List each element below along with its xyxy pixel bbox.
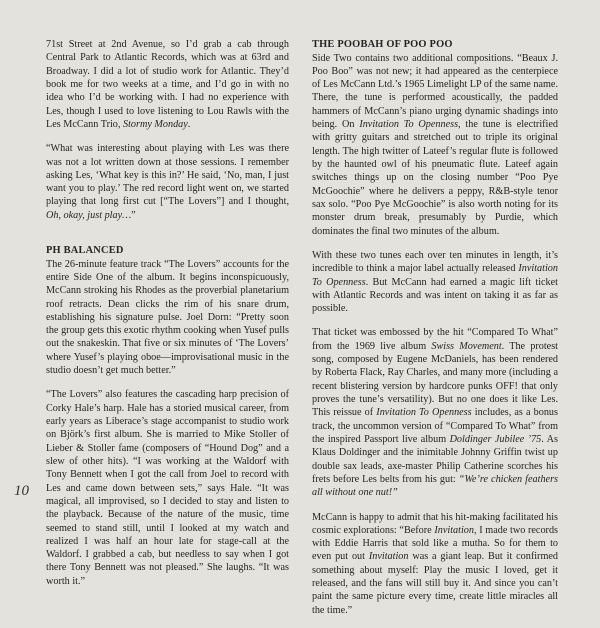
- text: . As Klaus Doldinger and the inimitable Johnny Griffin twist up double sax leads, axe-master Philip Catherine scorches his frets before Les belts from his gut:: [312, 433, 558, 485]
- lyric-quote: “We’re chicken feathers all without one nut!”: [312, 473, 558, 499]
- paragraph: [312, 52, 558, 238]
- text: , I made two records with Eddie Harris that sold like a mutha. So for them to even put out: [312, 524, 558, 563]
- text: That ticket was embossed by the hit “Compared To What” from the 1969 live album: [312, 327, 558, 352]
- album-title: Invitation To Openness: [312, 263, 558, 288]
- paragraph: [46, 142, 289, 222]
- text: McCann is happy to admit that his hit-making facilitated his cosmic explorations: “Before: [312, 511, 558, 536]
- album-title: Swiss Movement: [431, 340, 502, 352]
- page-number: 10: [14, 483, 29, 499]
- text: With these two tunes each over ten minutes in length, it’s incredible to think a major label actually released: [312, 249, 558, 275]
- text: , the tune is electrified with gritty guitars and stretched out to triple its original length. The high twitter of Lateef’s regular flute is followed by the haunted owl of his pneumatic flute. Lateef again switches things up on the closing number “Poo Pye McGoochie” where he delivers a peppy, R&B-style tenor sax solo. “Poo Pye McGoochie” is also worth noting for its monster drum break, presumably by Purdie, which dominates the final two minutes of the album.: [312, 119, 558, 237]
- text: . The protest song, composed by Eugene McDaniels, has been rendered by Roberta Flack, Ray Charles, and many more (including a recent blistering version by hardcore punks OFF! that only proves the tune’s versatility). But no one does it like Les. This reissue of: [312, 340, 558, 419]
- section-heading: THE POOBAH OF POO POO: [312, 39, 453, 50]
- album-title: Invitation: [368, 551, 409, 563]
- album-title: Invitation To Openness: [376, 407, 472, 419]
- right-column: [312, 38, 558, 628]
- emphasis: Oh, okay, just play…: [46, 209, 132, 221]
- text: was a giant leap. But it confirmed something about myself: Play the music I loved, get it released, and the fans will still buy it. And since you can’t paint the same picture every time, create little miracles all the time.”: [312, 551, 558, 616]
- text: ”: [131, 209, 136, 221]
- section-heading: PH BALANCED: [46, 245, 124, 257]
- text: Side Two contains two additional compositions. “Beaux J. Poo Boo” was not new; it had appeared as the centerpiece of Les McCann Ltd.’s 1965 Limelight LP of the same name. There, the tune is performed acoustically, the padded hammers of McCann’s piano urging dynamic shadings into being. On: [312, 52, 558, 131]
- text: .: [187, 118, 191, 130]
- paragraph: [312, 249, 558, 316]
- text: includes, as a bonus track, the uncommon version of “Compared To What” from the inspired Passport live album: [312, 407, 558, 445]
- text: . But McCann had earned a magic lift ticket with Atlantic Records and was intent on taking it as far as possible.: [312, 276, 559, 315]
- paragraph: [312, 326, 558, 499]
- text: “What was interesting about playing with Les was there was not a lot written down at those sessions. I remember asking Les, ‘What key is this in?’ He said, ‘No, man, I just want you to play.’ The red record light went on, we started playing that long first cut [“The Lovers”] and I thought,: [46, 143, 289, 208]
- paragraph: [312, 511, 558, 618]
- paragraph: The 26-minute feature track “The Lovers” accounts for the entire Side One of the album. It begins inconspicuously, McCann stroking his Rhodes as the proverbial planetarium roof retracts. Dean clicks the rim of his snare drum, establishing his signature pulse. Joel Dorn: “Pretty soon the group gets this exotic rhythm cooking when Yusef pulls out the snakeskin. That five or six minutes of ‘The Lovers’ where Yusef’s playing oboe—improvisational music in the studio doesn’t get much better.”: [46, 258, 289, 377]
- paragraph: [46, 38, 289, 131]
- album-title: Doldinger Jubilee ’75: [449, 433, 542, 445]
- left-column: [46, 38, 289, 599]
- album-title: Invitation To Openness: [359, 119, 459, 131]
- text: 71st Street at 2nd Avenue, so I’d grab a cab through Central Park to Atlantic Records, which was at 63rd and Broadway. I did a lot of studio work for Atlantic. They’d book me for two weeks at a time, and I’d go in with no idea who I’d be working with. I had no experience with Les, though I used to love listening to Lou Rawls with the Les McCann Trio,: [46, 39, 289, 130]
- album-title: Stormy Monday: [122, 118, 188, 130]
- album-title: Invitation: [434, 524, 474, 536]
- paragraph: “The Lovers” also features the cascading harp precision of Corky Hale’s harp. Hale has a storied musical career, from early years as Liberace’s stage accompanist to studio work on Björk’s first album. She is married to Mike Stoller of Lieber & Stoller fame (composers of “Hound Dog” and a slew of other hits). “I was working at the Waldorf with Tony Bennett when I got the call from Joel to record with Les and came down between sets,” says Hale. “It was magical, all improvised, so I decided to stay and listen to the playback. Because of the nature of the music, time seemed to stand still, until I looked at my watch and realized I was half an hour late for stage-call at the Waldorf. I grabbed a cab, but needless to say when I got there Tony Bennett was not pleased.” She laughs. “It was worth it.”: [46, 389, 289, 587]
